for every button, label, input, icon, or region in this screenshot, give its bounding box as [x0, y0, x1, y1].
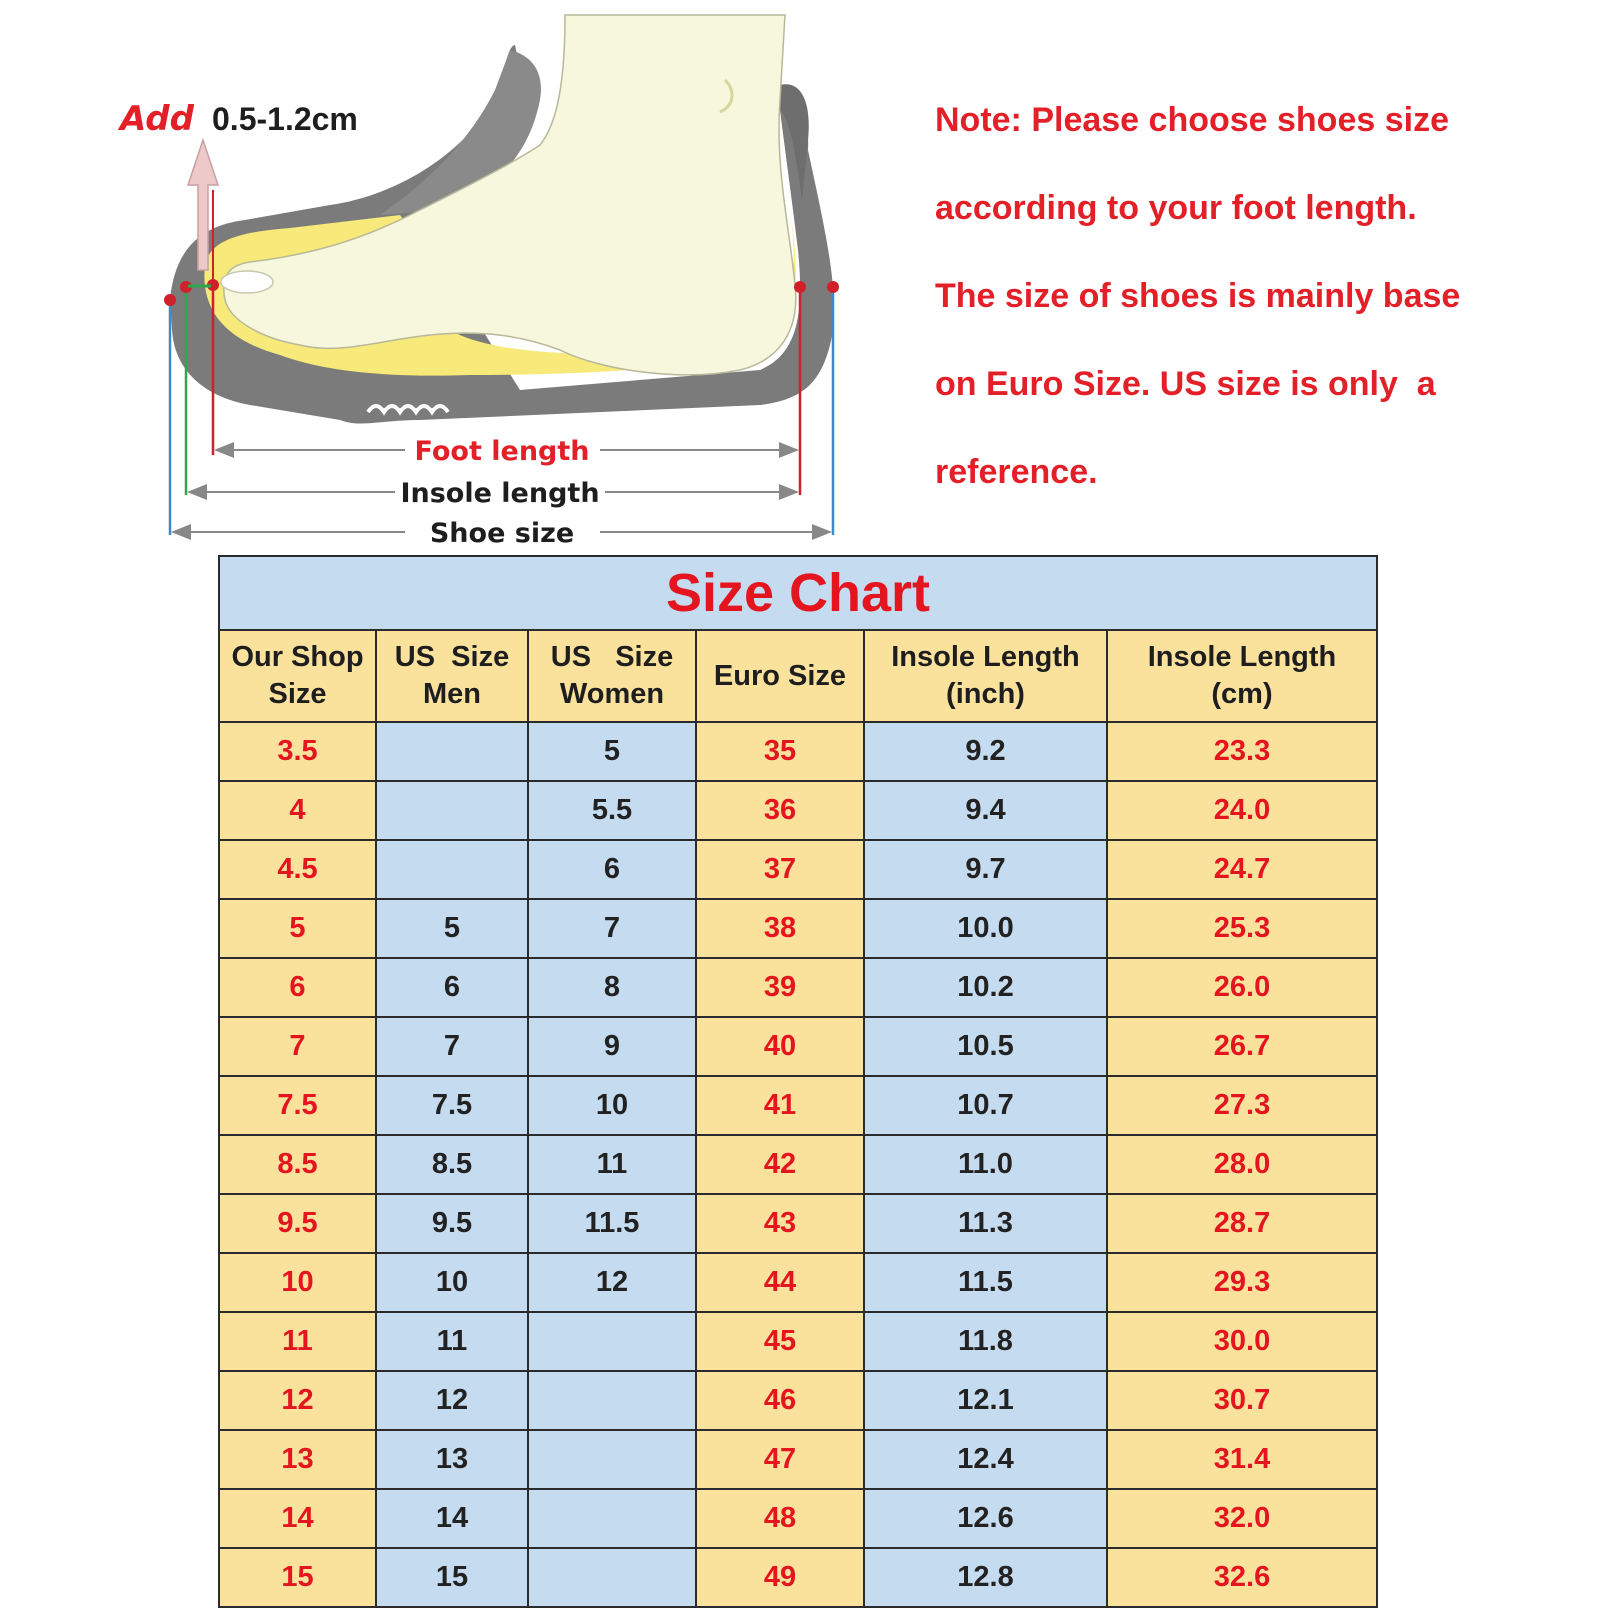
cell-us-size-men: 8.5	[376, 1135, 528, 1194]
header-text: Euro Size	[713, 659, 847, 692]
cell-insole-inch: 12.1	[864, 1371, 1107, 1430]
table-row	[219, 1076, 1377, 1135]
cell-insole-cm: 24.7	[1107, 840, 1377, 899]
cell-insole-cm: 31.4	[1107, 1430, 1377, 1489]
cell-our-shop-size: 6	[219, 958, 376, 1017]
table-row	[219, 1489, 1377, 1548]
size-chart-title: Size Chart	[219, 556, 1377, 630]
size-chart-table	[218, 555, 1378, 1608]
header-text: Insole Length	[1147, 641, 1337, 673]
cell-us-size-women: 12	[528, 1253, 696, 1312]
table-row	[219, 958, 1377, 1017]
cell-insole-cm: 27.3	[1107, 1076, 1377, 1135]
header-text: (cm)	[1211, 678, 1273, 710]
cell-our-shop-size: 7	[219, 1017, 376, 1076]
cell-us-size-men: 13	[376, 1430, 528, 1489]
cell-euro-size: 36	[696, 781, 864, 840]
cell-us-size-women	[528, 1312, 696, 1371]
cell-our-shop-size: 3.5	[219, 722, 376, 781]
cell-insole-inch: 12.8	[864, 1548, 1107, 1607]
header-our-shop-size	[219, 630, 376, 722]
cell-insole-inch: 9.2	[864, 722, 1107, 781]
foot-length-label: Foot length	[414, 436, 590, 467]
cell-us-size-men: 7	[376, 1017, 528, 1076]
cell-euro-size: 35	[696, 722, 864, 781]
cell-insole-cm: 26.7	[1107, 1017, 1377, 1076]
cell-our-shop-size: 10	[219, 1253, 376, 1312]
cell-insole-inch: 11.5	[864, 1253, 1107, 1312]
header-us-size-women	[528, 630, 696, 722]
cell-our-shop-size: 12	[219, 1371, 376, 1430]
shoe-measurement-diagram	[0, 0, 880, 560]
header-insole-length-cm	[1107, 630, 1377, 722]
cell-insole-inch: 10.0	[864, 899, 1107, 958]
table-row	[219, 1430, 1377, 1489]
cell-us-size-women: 5	[528, 722, 696, 781]
cell-insole-inch: 11.8	[864, 1312, 1107, 1371]
cell-our-shop-size: 4.5	[219, 840, 376, 899]
cell-euro-size: 44	[696, 1253, 864, 1312]
cell-us-size-women	[528, 1548, 696, 1607]
cell-us-size-men: 6	[376, 958, 528, 1017]
cell-us-size-men: 5	[376, 899, 528, 958]
cell-insole-inch: 11.0	[864, 1135, 1107, 1194]
table-row	[219, 840, 1377, 899]
cell-euro-size: 48	[696, 1489, 864, 1548]
header-insole-length-inch	[864, 630, 1107, 722]
cell-insole-inch: 10.5	[864, 1017, 1107, 1076]
header-text: Men	[423, 678, 481, 710]
size-chart-body	[219, 722, 1377, 1607]
cell-insole-inch: 9.4	[864, 781, 1107, 840]
cell-euro-size: 40	[696, 1017, 864, 1076]
shoe-size-label: Shoe size	[429, 518, 575, 549]
cell-euro-size: 37	[696, 840, 864, 899]
cell-us-size-women: 11.5	[528, 1194, 696, 1253]
cell-euro-size: 49	[696, 1548, 864, 1607]
cell-us-size-women: 10	[528, 1076, 696, 1135]
table-row	[219, 722, 1377, 781]
cell-us-size-men	[376, 840, 528, 899]
note-line: reference.	[935, 453, 1098, 491]
cell-insole-cm: 32.0	[1107, 1489, 1377, 1548]
cell-us-size-men: 15	[376, 1548, 528, 1607]
cell-insole-cm: 32.6	[1107, 1548, 1377, 1607]
cell-our-shop-size: 9.5	[219, 1194, 376, 1253]
size-chart	[218, 555, 1376, 1608]
header-text: US Size	[550, 641, 674, 673]
table-row	[219, 1253, 1377, 1312]
cell-euro-size: 39	[696, 958, 864, 1017]
cell-us-size-women	[528, 1489, 696, 1548]
table-row	[219, 1017, 1377, 1076]
insole-length-label: Insole length	[400, 478, 600, 509]
cell-us-size-men: 9.5	[376, 1194, 528, 1253]
cell-us-size-women: 5.5	[528, 781, 696, 840]
cell-insole-inch: 10.2	[864, 958, 1107, 1017]
table-row	[219, 1135, 1377, 1194]
cell-us-size-men: 10	[376, 1253, 528, 1312]
cell-insole-cm: 23.3	[1107, 722, 1377, 781]
cell-insole-inch: 10.7	[864, 1076, 1107, 1135]
cell-euro-size: 46	[696, 1371, 864, 1430]
header-text: Size	[268, 678, 327, 710]
header-text: Women	[559, 678, 665, 710]
cell-us-size-women: 8	[528, 958, 696, 1017]
cell-us-size-men: 12	[376, 1371, 528, 1430]
header-text: US Size	[394, 641, 510, 673]
table-row	[219, 1312, 1377, 1371]
cell-euro-size: 38	[696, 899, 864, 958]
cell-insole-cm: 25.3	[1107, 899, 1377, 958]
cell-us-size-women	[528, 1430, 696, 1489]
header-row	[219, 630, 1377, 722]
table-row	[219, 1371, 1377, 1430]
size-note	[935, 96, 1575, 536]
cell-us-size-men: 7.5	[376, 1076, 528, 1135]
cell-us-size-women: 11	[528, 1135, 696, 1194]
header-text: Insole Length	[891, 641, 1080, 673]
table-row	[219, 1548, 1377, 1607]
cell-our-shop-size: 5	[219, 899, 376, 958]
cell-euro-size: 42	[696, 1135, 864, 1194]
cell-insole-cm: 28.7	[1107, 1194, 1377, 1253]
header-text: (inch)	[946, 678, 1025, 710]
cell-our-shop-size: 13	[219, 1430, 376, 1489]
note-line: on Euro Size. US size is only a	[935, 365, 1436, 403]
table-row	[219, 781, 1377, 840]
table-row	[219, 1194, 1377, 1253]
cell-insole-inch: 12.4	[864, 1430, 1107, 1489]
toe-nail	[221, 271, 273, 293]
add-label: Add	[120, 99, 194, 139]
cell-insole-cm: 24.0	[1107, 781, 1377, 840]
cell-insole-cm: 30.7	[1107, 1371, 1377, 1430]
header-us-size-men	[376, 630, 528, 722]
cell-euro-size: 41	[696, 1076, 864, 1135]
cell-our-shop-size: 8.5	[219, 1135, 376, 1194]
cell-our-shop-size: 15	[219, 1548, 376, 1607]
cell-us-size-men	[376, 722, 528, 781]
cell-our-shop-size: 11	[219, 1312, 376, 1371]
cell-our-shop-size: 14	[219, 1489, 376, 1548]
cell-euro-size: 43	[696, 1194, 864, 1253]
cell-our-shop-size: 7.5	[219, 1076, 376, 1135]
cell-us-size-men: 14	[376, 1489, 528, 1548]
cell-insole-inch: 9.7	[864, 840, 1107, 899]
note-line: Note: Please choose shoes size	[935, 101, 1449, 139]
cell-us-size-men: 11	[376, 1312, 528, 1371]
header-text: Our Shop	[231, 641, 364, 673]
cell-us-size-women: 6	[528, 840, 696, 899]
table-row	[219, 899, 1377, 958]
cell-us-size-women: 7	[528, 899, 696, 958]
cell-insole-cm: 30.0	[1107, 1312, 1377, 1371]
cell-us-size-women	[528, 1371, 696, 1430]
cell-euro-size: 45	[696, 1312, 864, 1371]
cell-insole-cm: 28.0	[1107, 1135, 1377, 1194]
cell-insole-cm: 29.3	[1107, 1253, 1377, 1312]
cell-insole-inch: 11.3	[864, 1194, 1107, 1253]
cell-us-size-women: 9	[528, 1017, 696, 1076]
add-value: 0.5-1.2cm	[212, 101, 358, 137]
cell-us-size-men	[376, 781, 528, 840]
header-euro-size	[696, 630, 864, 722]
note-line: according to your foot length.	[935, 189, 1417, 227]
cell-our-shop-size: 4	[219, 781, 376, 840]
cell-insole-inch: 12.6	[864, 1489, 1107, 1548]
cell-euro-size: 47	[696, 1430, 864, 1489]
cell-insole-cm: 26.0	[1107, 958, 1377, 1017]
note-line: The size of shoes is mainly base	[935, 277, 1461, 315]
